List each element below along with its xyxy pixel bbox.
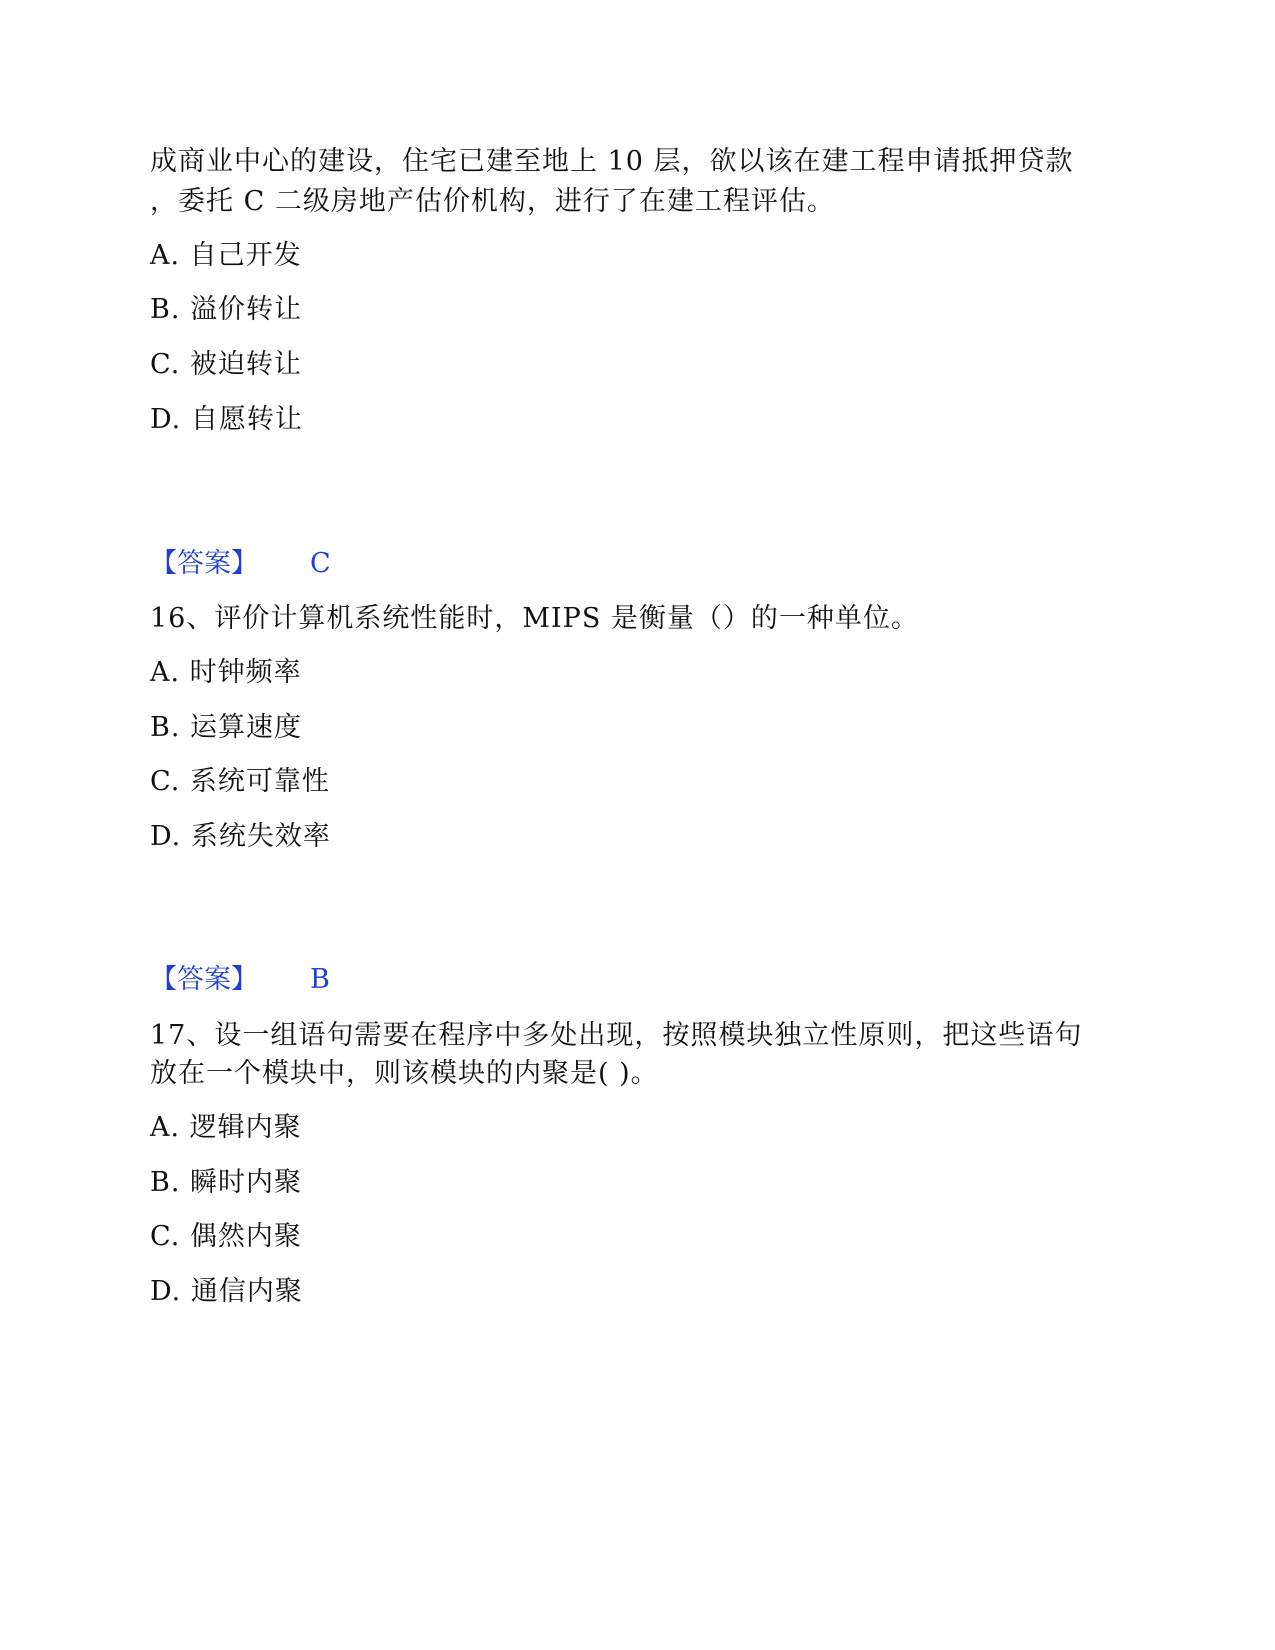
q16-answer-label: 【答案】 [150, 964, 258, 995]
q16-stem-line-1: 16、评价计算机系统性能时，MIPS 是衡量（）的一种单位。 [150, 603, 919, 634]
q17-option-b: B. 瞬时内聚 [150, 1167, 303, 1198]
q16-option-a: A. 时钟频率 [150, 657, 302, 688]
q16-answer [150, 962, 330, 998]
q16-option-d: D. 系统失效率 [150, 821, 331, 852]
q17-stem-line-1: 17、设一组语句需要在程序中多处出现，按照模块独立性原则，把这些语句 [150, 1020, 1083, 1051]
q15-answer-label: 【答案】 [150, 548, 258, 579]
q15-option-b: B. 溢价转让 [150, 294, 303, 325]
q16-option-c: C. 系统可靠性 [150, 766, 330, 797]
q15-answer [150, 546, 331, 582]
q17-option-d: D. 通信内聚 [150, 1276, 303, 1307]
q15-option-c: C. 被迫转让 [150, 349, 302, 380]
q17-option-a: A. 逻辑内聚 [150, 1112, 302, 1143]
q15-option-a: A. 自己开发 [150, 240, 302, 271]
q15-option-d: D. 自愿转让 [150, 404, 303, 435]
q15-answer-value: C [310, 548, 331, 579]
q17-option-c: C. 偶然内聚 [150, 1221, 302, 1252]
q17-stem-line-2: 放在一个模块中，则该模块的内聚是( )。 [150, 1058, 659, 1089]
q15-stem-line-1: 成商业中心的建设，住宅已建至地上 10 层，欲以该在建工程申请抵押贷款 [150, 146, 1074, 177]
q16-answer-value: B [310, 964, 330, 995]
q15-stem-line-2: ，委托 C 二级房地产估价机构，进行了在建工程评估。 [150, 186, 835, 217]
q16-option-b: B. 运算速度 [150, 712, 303, 743]
